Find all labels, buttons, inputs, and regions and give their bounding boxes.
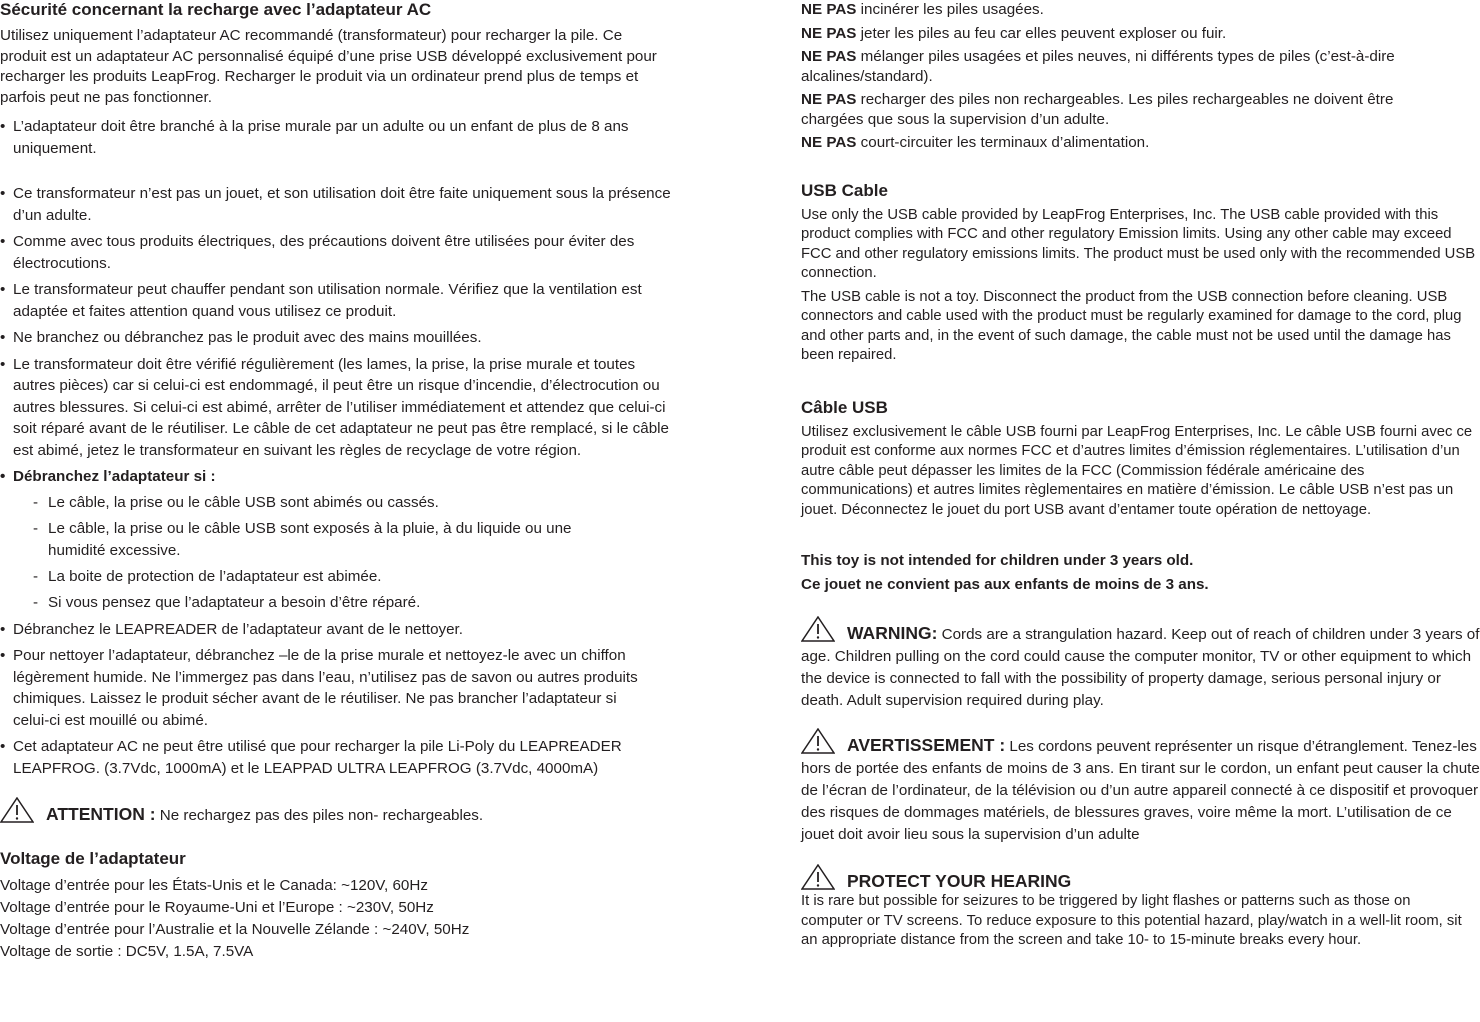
list-item: • L’adaptateur doit être branché à la prise murale par un adulte ou un enfant de plus de 8 ans uniquement. [0,116,638,159]
list-item [801,0,1480,20]
voltage-line: Voltage d’entrée pour l’Australie et la Nouvelle Zélande : ~240V, 50Hz [0,921,470,938]
age-notice-en: This toy is not intended for children under 3 years old. [801,552,1194,569]
ne-pas-label: NE PAS [801,134,857,151]
list-item: • Ce transformateur n’est pas un jouet, et son utilisation doit être faite uniquement sous la présence d’un adulte. [0,183,675,226]
battery-warnings [801,0,1480,153]
unplug-title-text: Débranchez l’adaptateur si : [13,468,216,485]
avertissement-notice [801,728,1480,846]
voltage-line: Voltage de sortie : DC5V, 1.5A, 7.5VA [0,943,254,960]
hearing-notice [801,864,1480,951]
hearing-title: PROTECT YOUR HEARING [847,871,1072,891]
warning-triangle-icon [801,616,835,642]
list-item: • Ne branchez ou débranchez pas le produit avec des mains mouillées. [0,327,675,349]
safety-bullet-list [0,116,675,779]
list-item: • Cet adaptateur AC ne peut être utilisé que pour recharger la pile Li-Poly du LEAPREADER LEAPFROG. (3.7Vdc, 1000mA) et le LEAPPAD ULTRA LEAPFROG (3.7Vdc, 4000mA) [0,736,633,779]
avertissement-title: AVERTISSEMENT : [847,735,1006,755]
hearing-title-row [801,864,1480,892]
list-item [801,47,1431,86]
warning-text: Cords are a strangulation hazard. Keep out of reach of children under 3 years of age. Children pulling on the cord could cause the computer monitor, TV or other equipment to which the device is connected to fall with the possibility of property damage, serious personal injury or death. Adult supervision required during play. [801,626,1480,709]
list-item: - Si vous pensez que l’adaptateur a besoin d’être réparé. [0,592,675,614]
attention-title: ATTENTION : [46,804,156,824]
usb-cable-paragraph: The USB cable is not a toy. Disconnect the product from the USB connection before cleaning. USB connectors and cable used with the product must be regularly examined for damage to the cord, plug and other parts and, in the event of such damage, the cable must not be used until the damage has been repaired. [801,288,1462,363]
attention-text: Ne rechargez pas des piles non- rechargeables. [159,807,484,824]
warning-notice [801,616,1480,712]
ne-pas-label: NE PAS [801,48,857,65]
right-column [801,0,1480,951]
age-notice [801,549,1480,596]
voltage-heading: Voltage de l’adaptateur [0,849,186,868]
list-item [801,90,1431,129]
left-column [0,0,680,963]
charging-intro: Utilisez uniquement l’adaptateur AC recommandé (transformateur) pour recharger la pile. Ce produit est un adaptateur AC personnalisé équipé d’une prise USB développé exclusivement pour recharger les produits LeapFrog. Recharger le produit via un ordinateur prend plus de temps et parfois peut ne pas fonctionner. [0,27,657,106]
warning-triangle-icon [801,728,835,754]
cable-usb-heading: Câble USB [801,397,888,417]
attention-notice [0,797,680,825]
warning-title: WARNING: [847,623,938,643]
ne-pas-label: NE PAS [801,24,857,42]
voltage-line: Voltage d’entrée pour le Royaume-Uni et l’Europe : ~230V, 50Hz [0,899,434,916]
charging-safety-heading: Sécurité concernant la recharge avec l’adaptateur AC [0,0,432,19]
list-item: • Comme avec tous produits électriques, des précautions doivent être utilisées pour éviter des électrocutions. [0,231,675,274]
ne-pas-text: court-circuiter les terminaux d’alimentation. [860,134,1150,151]
list-item [801,133,1480,153]
ne-pas-text: incinérer les piles usagées. [860,1,1044,18]
ne-pas-text: recharger des piles non rechargeables. Les piles rechargeables ne doivent être chargées que sous la supervision d’un adulte. [801,91,1394,128]
list-item: • Pour nettoyer l’adaptateur, débranchez –le de la prise murale et nettoyez-le avec un chiffon légèrement humide. Ne l’immergez pas dans l’eau, n’utilisez pas de savon ou autres produits chimiques. Laissez le produit sécher avant de le réutiliser. Ne pas brancher l’adaptateur si celui-ci est mouillé ou abimé. [0,645,653,731]
list-item: • Le transformateur peut chauffer pendant son utilisation normale. Vérifiez que la ventilation est adaptée et faites attention quand vous utilisez ce produit. [0,279,675,322]
list-item [801,24,1480,44]
list-item: - Le câble, la prise ou le câble USB sont abimés ou cassés. [0,492,675,514]
ne-pas-text: jeter les piles au feu car elles peuvent exploser ou fuir. [860,24,1227,42]
voltage-line: Voltage d’entrée pour les États-Unis et le Canada: ~120V, 60Hz [0,877,428,894]
age-notice-fr: Ce jouet ne convient pas aux enfants de moins de 3 ans. [801,575,1209,593]
cable-usb-paragraph: Utilisez exclusivement le câble USB fourni par LeapFrog Enterprises, Inc. Le câble USB fourni avec ce produit est conforme aux normes FCC et d’autres limites d’émission réglementaires. L’utilisation d’un autre câble peut dépasser les limites de la FCC (Commission fédérale américaine des communications) et autres limites règlementaires en matière d’émission. Le câble USB n’est pas un jouet. Déconnectez le jouet du port USB avant d’entamer toute opération de nettoyage. [801,423,1473,518]
unplug-title [0,466,675,488]
voltage-list [0,875,680,963]
list-item: • Débranchez le LEAPREADER de l’adaptateur avant de le nettoyer. [0,619,675,641]
warning-triangle-icon [801,864,835,890]
ne-pas-label: NE PAS [801,91,857,108]
list-item: - Le câble, la prise ou le câble USB sont exposés à la pluie, à du liquide ou une humidité excessive. [0,518,618,562]
list-item: - La boite de protection de l’adaptateur est abimée. [0,566,675,588]
avertissement-text: Les cordons peuvent représenter un risque d’étranglement. Tenez-les hors de portée des enfants de moins de 3 ans. En tirant sur le cordon, un enfant peut causer la chute de l’écran de l’ordinateur, de la télévision ou d’un autre appareil connecté à ce dispositif et provoquer des risques de dommages matériels, de blessures graves, voire même la mort. L’utilisation de ce jouet doit avoir lieu sous la supervision d’un adulte [801,738,1480,843]
hearing-text: It is rare but possible for seizures to be triggered by light flashes or patterns such as those on computer or TV screens. To reduce exposure to this potential hazard, play/watch in a well-lit room, sit an appropriate distance from the screen and take 10- to 15-minute breaks every hour. [801,893,1462,948]
usb-cable-paragraph: Use only the USB cable provided by LeapFrog Enterprises, Inc. The USB cable provided with this product complies with FCC and other regulatory Emission limits. Using any other cable may exceed FCC and other regulatory emissions limits. The product must be used only with the recommended USB connection. [801,206,1476,281]
ne-pas-text: mélanger piles usagées et piles neuves, ni différents types de piles (c’est-à-dire alcalines/standard). [801,48,1395,85]
ne-pas-label: NE PAS [801,1,857,18]
usb-cable-heading: USB Cable [801,180,888,200]
warning-triangle-icon [0,797,34,823]
list-item: • Le transformateur doit être vérifié régulièrement (les lames, la prise, la prise murale et toutes autres pièces) car si celui-ci est endommagé, il peut être un risque d’incendie, d’électrocution ou autres blessures. Si celui-ci est abimé, arrêter de l’utiliser immédiatement et attendez que celui-ci soit réparé avant de le réutiliser. Le câble de cet adaptateur ne peut pas être remplacé, si le câble est abimé, jetez le transformateur en suivant les règles de recyclage de votre région. [0,354,675,462]
